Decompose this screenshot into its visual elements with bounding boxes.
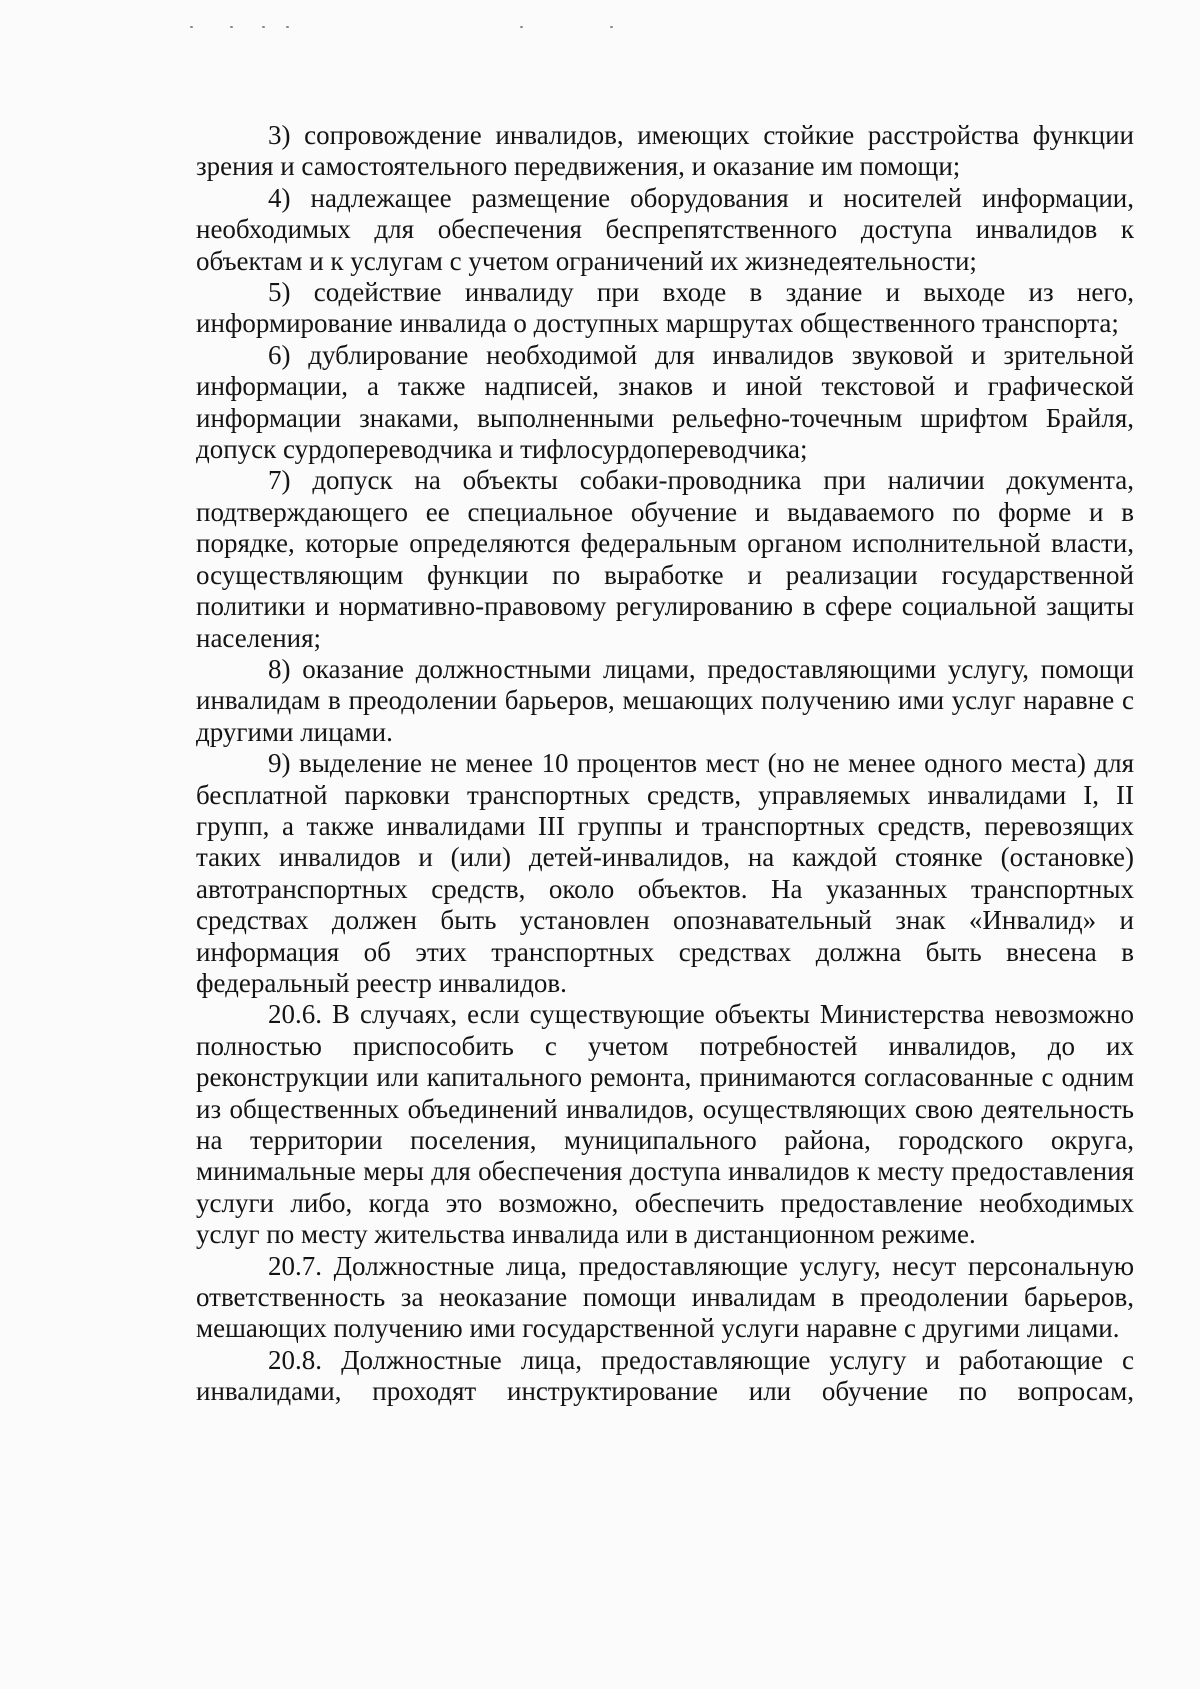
list-item-4: 4) надлежащее размещение оборудования и носителей информации, необходимых для обеспечения беспрепятственного доступа инвалидов к объектам и к услугам с учетом ограничений их жизнедеятельности; xyxy=(196,182,1134,276)
list-item-5: 5) содействие инвалиду при входе в здание и выходе из него, информирование инвалида о доступных маршрутах общественного транспорта; xyxy=(196,277,1134,339)
section-20-7: 20.7. Должностные лица, предоставляющие услугу, несут персональную ответственность за неоказание помощи инвалидам в преодолении барьеров, мешающих получению ими государственной услуги наравне с другими лицами. xyxy=(196,1250,1134,1344)
scan-speck xyxy=(610,26,613,28)
list-item-6: 6) дублирование необходимой для инвалидов звуковой и зрительной информации, а также надписей, знаков и иной текстовой и графической информации знаками, выполненными рельефно-точечным шрифтом Брайля, допуск сурдопереводчика и тифлосурдопереводчика; xyxy=(196,339,1134,465)
scan-artifact-marks xyxy=(190,22,650,32)
scan-speck xyxy=(230,26,233,28)
list-item-3: 3) сопровождение инвалидов, имеющих стойкие расстройства функции зрения и самостоятельного передвижения, и оказание им помощи; xyxy=(196,120,1134,182)
list-item-7: 7) допуск на объекты собаки-проводника при наличии документа, подтверждающего ее специальное обучение и выдаваемого по форме и в порядке, которые определяются федеральным органом исполнительной власти, осуществляющим функции по выработке и реализации государственной политики и нормативно-правовому регулированию в сфере социальной защиты населения; xyxy=(196,465,1134,653)
section-20-6: 20.6. В случаях, если существующие объекты Министерства невозможно полностью приспособить с учетом потребностей инвалидов, до их реконструкции или капитального ремонта, принимаются согласованные с одним из общественных объединений инвалидов, осуществляющих свою деятельность на территории поселения, муниципального района, городского округа, минимальные меры для обеспечения доступа инвалидов к месту предоставления услуги либо, когда это возможно, обеспечить предоставление необходимых услуг по месту жительства инвалида или в дистанционном режиме. xyxy=(196,999,1134,1250)
list-item-8: 8) оказание должностными лицами, предоставляющими услугу, помощи инвалидам в преодолении барьеров, мешающих получению ими услуг наравне с другими лицами. xyxy=(196,653,1134,747)
scan-speck xyxy=(190,26,193,28)
list-item-9: 9) выделение не менее 10 процентов мест (но не менее одного места) для бесплатной парковки транспортных средств, управляемых инвалидами I, II групп, а также инвалидами III группы и транспортных средств, перевозящих таких инвалидов и (или) детей-инвалидов, на каждой стоянке (остановке) автотранспортных средств, около объектов. На указанных транспортных средствах должен быть установлен опознавательный знак «Инвалид» и информация об этих транспортных средствах должна быть внесена в федеральный реестр инвалидов. xyxy=(196,748,1134,998)
document-text xyxy=(196,120,1134,1408)
scan-speck xyxy=(262,26,265,28)
scan-speck xyxy=(286,26,289,28)
scan-speck xyxy=(520,26,523,28)
section-20-8: 20.8. Должностные лица, предоставляющие услугу и работающие с инвалидами, проходят инструктирование или обучение по вопросам, xyxy=(196,1344,1134,1407)
